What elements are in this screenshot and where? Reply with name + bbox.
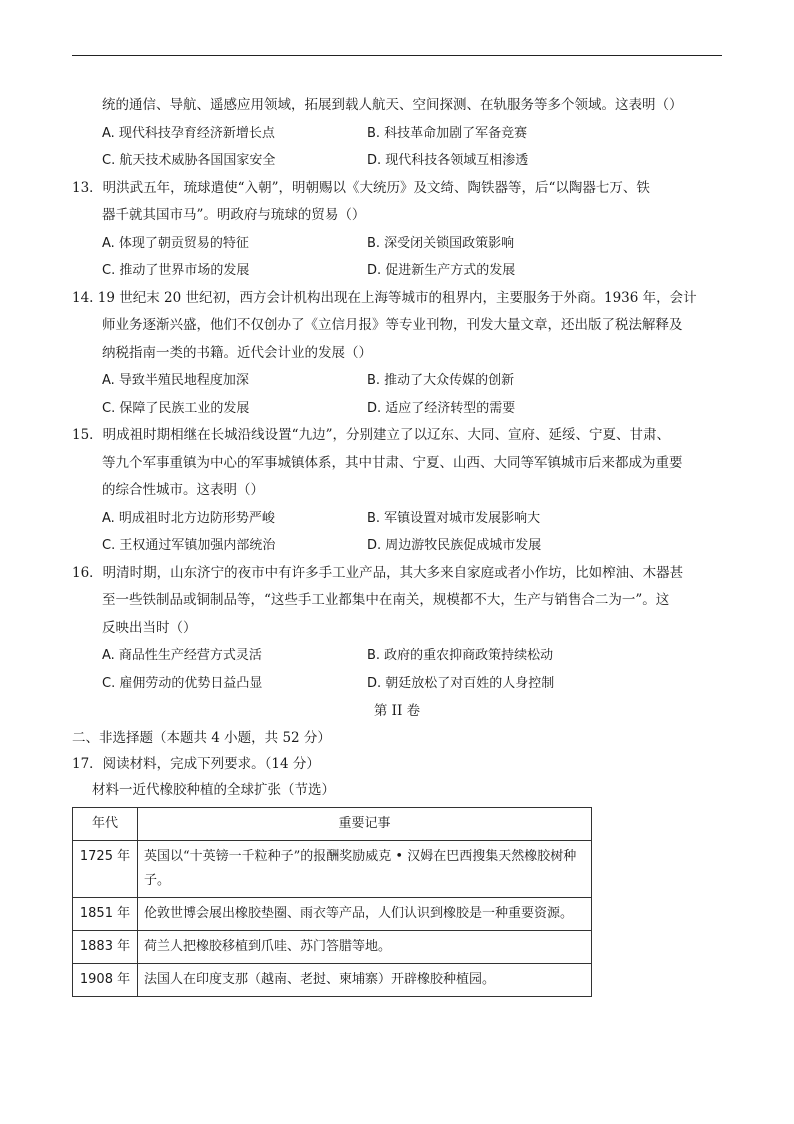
q13-option-b[interactable]: B. 深受闭关锁国政策影响 xyxy=(367,235,515,251)
q13-option-a[interactable]: A. 体现了朝贡贸易的特征 xyxy=(102,235,249,251)
q12-option-b[interactable]: B. 科技革命加剧了军备竞赛 xyxy=(367,125,528,141)
q12-option-d[interactable]: D. 现代科技各领域互相渗透 xyxy=(367,153,529,168)
part-two-heading: 二、非选择题（本题共 4 小题，共 52 分） xyxy=(72,730,331,746)
q16-option-d[interactable]: D. 朝廷放松了对百姓的人身控制 xyxy=(367,675,555,691)
q12-option-a[interactable]: A. 现代科技孕育经济新增长点 xyxy=(102,125,275,141)
q16-stem-line-2: 至一些铁制品或铜制品等，“这些手工业都集中在南关，规模都不大，生产与销售合二为一”。这 xyxy=(102,592,670,608)
row-year: 1851 年 xyxy=(73,898,138,931)
q16-option-a[interactable]: A. 商品性生产经营方式灵活 xyxy=(102,648,262,663)
q14-options-row-2 xyxy=(72,395,722,423)
q15-stem-line-3: 的综合性城市。这表明（） xyxy=(102,482,264,498)
row-event: 法国人在印度支那（越南、老挝、柬埔寨）开辟橡胶种植园。 xyxy=(138,964,592,997)
q14-option-c[interactable]: C. 保障了民族工业的发展 xyxy=(102,400,250,416)
table-header-row xyxy=(73,808,592,841)
q15-option-c[interactable]: C. 王权通过军镇加强内部统治 xyxy=(102,538,276,553)
q12-stem-tail: 统的通信、导航、遥感应用领域，拓展到载人航天、空间探测、在轨服务等多个领域。这表明（） xyxy=(102,97,683,113)
row-event: 伦敦世博会展出橡胶垫圈、雨衣等产品，人们认识到橡胶是一种重要资源。 xyxy=(138,898,592,931)
material-one-title: 材料一近代橡胶种植的全球扩张（节选） xyxy=(92,782,335,798)
q13-options-row-1 xyxy=(72,230,722,258)
q12-options-row-1 xyxy=(72,120,722,148)
q16-stem-line-3: 反映出当时（） xyxy=(102,619,197,636)
q13-options-row-2 xyxy=(72,257,722,285)
q14-option-b[interactable]: B. 推动了大众传媒的创新 xyxy=(367,373,515,388)
q14-option-d[interactable]: D. 适应了经济转型的需要 xyxy=(367,400,516,416)
q16-options-row-2 xyxy=(72,670,722,698)
table-row xyxy=(73,841,592,898)
q16-option-b[interactable]: B. 政府的重农抑商政策持续松动 xyxy=(367,648,554,663)
q13-stem-line-2: 器千就其国市马”。明政府与琉球的贸易（） xyxy=(102,207,366,223)
col-header-event: 重要记事 xyxy=(138,808,592,841)
q12-options-row-2 xyxy=(72,147,722,175)
table-row xyxy=(73,964,592,997)
q15-stem-line-2: 等九个军事重镇为中心的军事城镇体系，其中甘肃、宁夏、山西、大同等军镇城市后来都成为重要 xyxy=(102,454,683,471)
q15-options-row-1 xyxy=(72,505,722,533)
q14-option-a[interactable]: A. 导致半殖民地程度加深 xyxy=(102,373,249,388)
table-row xyxy=(73,898,592,931)
section-title: 第 II 卷 xyxy=(373,703,421,719)
q14-options-row-1 xyxy=(72,367,722,395)
q15-option-b[interactable]: B. 军镇设置对城市发展影响大 xyxy=(367,510,541,526)
q15-option-d[interactable]: D. 周边游牧民族促成城市发展 xyxy=(367,538,542,553)
row-event: 英国以“十英镑一千粒种子”的报酬奖励威克 • 汉姆在巴西搜集天然橡胶树种子。 xyxy=(138,841,592,898)
page-content xyxy=(72,92,722,997)
row-year: 1883 年 xyxy=(73,931,138,964)
header-rule xyxy=(72,55,722,56)
row-year: 1908 年 xyxy=(73,964,138,997)
q16-option-c[interactable]: C. 雇佣劳动的优势日益凸显 xyxy=(102,675,263,691)
row-event: 荷兰人把橡胶移植到爪哇、苏门答腊等地。 xyxy=(138,931,592,964)
q13-option-c[interactable]: C. 推动了世界市场的发展 xyxy=(102,263,250,278)
q15-options-row-2 xyxy=(72,532,722,560)
q13-stem-line-1: 13．明洪武五年，琉球遣使“入朝”，明朝赐以《大统历》及文绮、陶铁器等，后“以陶器七万、铁 xyxy=(72,179,650,196)
row-year: 1725 年 xyxy=(73,841,138,898)
q15-option-a[interactable]: A. 明成祖时北方边防形势严峻 xyxy=(102,510,275,526)
q16-options-row-1 xyxy=(72,642,722,670)
q15-stem-line-1: 15．明成祖时期相继在长城沿线设置“九边”，分别建立了以辽东、大同、宣府、延绥、宁夏、甘肃、 xyxy=(72,427,670,443)
q12-option-c[interactable]: C. 航天技术威胁各国国家安全 xyxy=(102,153,276,168)
q14-stem-line-2: 师业务逐渐兴盛，他们不仅创办了《立信月报》等专业刊物，刊发大量文章，还出版了税法解释及 xyxy=(102,317,683,333)
table-row xyxy=(73,931,592,964)
col-header-year: 年代 xyxy=(73,808,138,841)
q14-stem-line-1: 14. 19 世纪末 20 世纪初，西方会计机构出现在上海等城市的租界内，主要服务于外商。1936 年，会计 xyxy=(72,289,697,306)
q13-option-d[interactable]: D. 促进新生产方式的发展 xyxy=(367,263,516,278)
q17-stem: 17．阅读材料，完成下列要求。（14 分） xyxy=(72,756,320,772)
q14-stem-line-3: 纳税指南一类的书籍。近代会计业的发展（） xyxy=(102,344,372,361)
rubber-events-table xyxy=(72,807,592,997)
q16-stem-line-1: 16．明清时期，山东济宁的夜市中有许多手工业产品，其大多来自家庭或者小作坊，比如榨油、木器甚 xyxy=(72,564,684,581)
